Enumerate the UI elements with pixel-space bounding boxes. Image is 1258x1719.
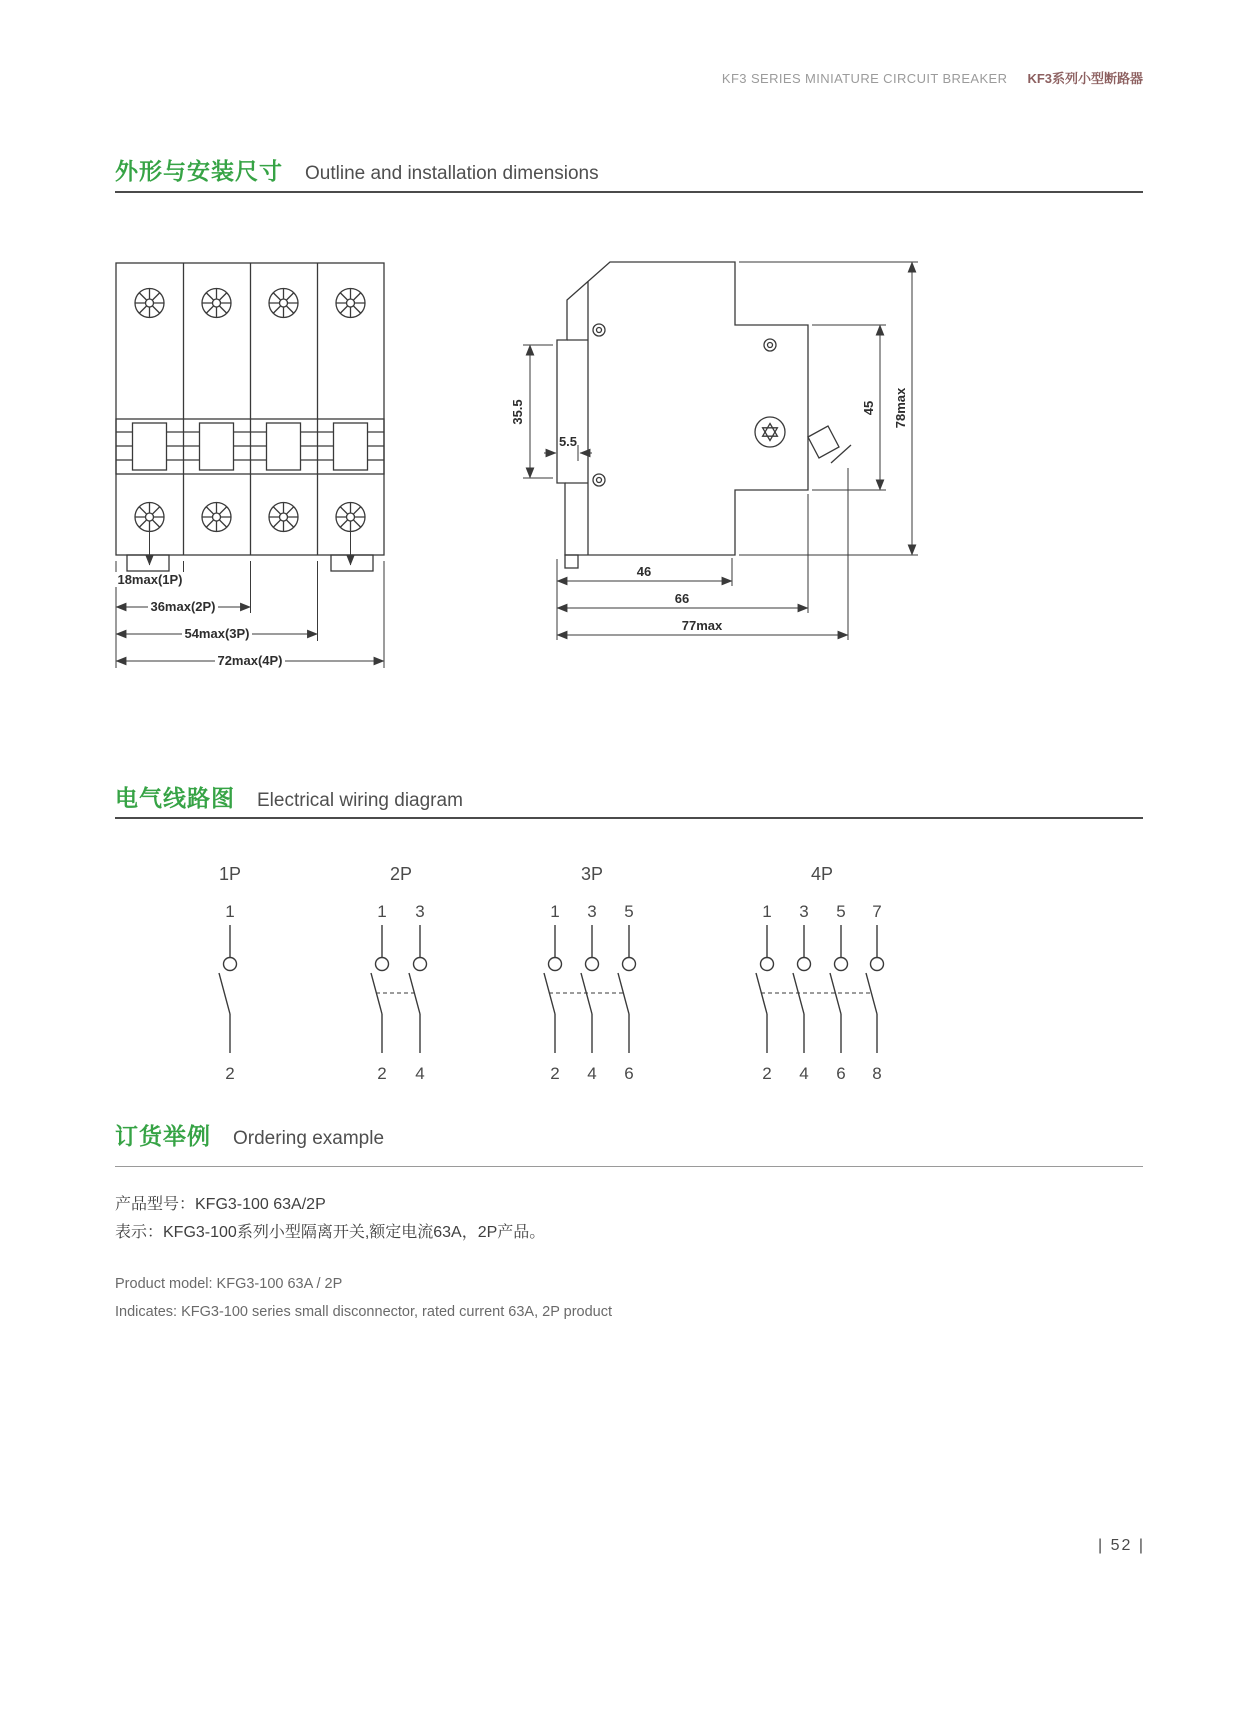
din-foot-right	[331, 555, 373, 571]
section-wiring-title	[115, 780, 463, 813]
toggle-handle	[267, 423, 301, 470]
ordering-desc-cn: 表示：KFG3-100系列小型隔离开关,额定电流63A，2P产品。	[115, 1224, 546, 1241]
section-wiring-rule	[115, 817, 1143, 819]
terminal-number: 4	[799, 1064, 809, 1083]
terminal-number: 6	[836, 1064, 846, 1083]
wiring-labels-4p	[762, 864, 881, 1083]
section-outline-title-en: Outline and installation dimensions	[305, 163, 599, 184]
dim-depth-mid: 66	[674, 591, 690, 606]
section-outline-rule	[115, 191, 1143, 193]
terminal-number: 3	[587, 902, 597, 921]
ordering-model-cn: 产品型号：KFG3-100 63A/2P	[115, 1196, 326, 1213]
terminal-number: 4	[587, 1064, 597, 1083]
dim-depth-max: 77max	[681, 618, 723, 633]
terminal-number: 4	[415, 1064, 425, 1083]
terminal-number: 2	[762, 1064, 772, 1083]
toggle-handle	[200, 423, 234, 470]
front-dimensions	[115, 561, 384, 668]
pole-count-label: 3P	[580, 864, 604, 884]
page-number: | 52 |	[1098, 1537, 1145, 1554]
wiring-labels-2p	[377, 864, 424, 1083]
section-ordering-title	[115, 1118, 384, 1151]
pole-count-label: 4P	[810, 864, 834, 884]
section-ordering-title-en: Ordering example	[233, 1128, 385, 1149]
terminal-number: 2	[225, 1064, 235, 1083]
front-view	[116, 263, 384, 571]
terminal-number: 7	[872, 902, 882, 921]
torx-screw-icon	[755, 417, 785, 447]
din-foot-left	[127, 555, 169, 571]
terminal-number: 2	[550, 1064, 560, 1083]
terminal-number: 1	[550, 902, 560, 921]
breaker-body-side	[557, 262, 808, 555]
ordering-desc-en: Indicates: KFG3-100 series small disconnector, rated current 63A, 2P product	[115, 1304, 613, 1320]
din-clip	[565, 555, 578, 568]
terminal-number: 5	[836, 902, 846, 921]
dim-step: 5.5	[558, 434, 578, 449]
pole-count-label: 1P	[218, 864, 242, 884]
terminal-number: 8	[872, 1064, 882, 1083]
dim-front-height: 35.5	[510, 399, 525, 425]
wiring-diagram-3p	[544, 925, 636, 1053]
section-outline-title-cn: 外形与安装尺寸	[115, 158, 283, 184]
side-dimensions	[510, 262, 918, 640]
ordering-model-en: Product model: KFG3-100 63A / 2P	[115, 1276, 343, 1292]
header-title-cn: KF3系列小型断路器	[1027, 71, 1143, 86]
dim-width-1p: 18max(1P)	[117, 572, 183, 587]
section-outline-title	[115, 153, 599, 186]
terminal-number: 3	[799, 902, 809, 921]
terminal-number: 1	[377, 902, 387, 921]
dim-width-2p: 36max(2P)	[150, 599, 216, 614]
dim-depth-inner: 46	[636, 564, 652, 579]
section-ordering-title-cn: 订货举例	[115, 1123, 211, 1149]
dim-width-4p: 72max(4P)	[217, 653, 283, 668]
pole-count-label: 2P	[389, 864, 413, 884]
terminal-number: 2	[377, 1064, 387, 1083]
section-wiring-title-cn: 电气线路图	[115, 785, 235, 811]
wiring-diagram-2p	[371, 925, 427, 1053]
wiring-diagrams	[0, 850, 1258, 1100]
terminal-number: 5	[624, 902, 634, 921]
wiring-diagram-1p	[219, 925, 237, 1053]
dim-width-3p: 54max(3P)	[184, 626, 250, 641]
page-header	[722, 68, 1143, 87]
dim-body-height: 45	[861, 400, 876, 416]
header-title-en: KF3 SERIES MINIATURE CIRCUIT BREAKER	[721, 71, 1008, 86]
section-wiring-title-en: Electrical wiring diagram	[257, 790, 463, 811]
terminal-number: 1	[225, 902, 235, 921]
terminal-number: 6	[624, 1064, 634, 1083]
side-toggle-handle	[808, 426, 851, 463]
section-ordering-rule	[115, 1166, 1143, 1167]
dim-total-height: 78max	[893, 387, 908, 429]
side-view	[557, 262, 851, 568]
toggle-handle	[334, 423, 368, 470]
outline-drawing	[0, 230, 1258, 700]
terminal-number: 3	[415, 902, 425, 921]
toggle-handle	[133, 423, 167, 470]
wiring-diagram-4p	[756, 925, 884, 1053]
terminal-number: 1	[762, 902, 772, 921]
